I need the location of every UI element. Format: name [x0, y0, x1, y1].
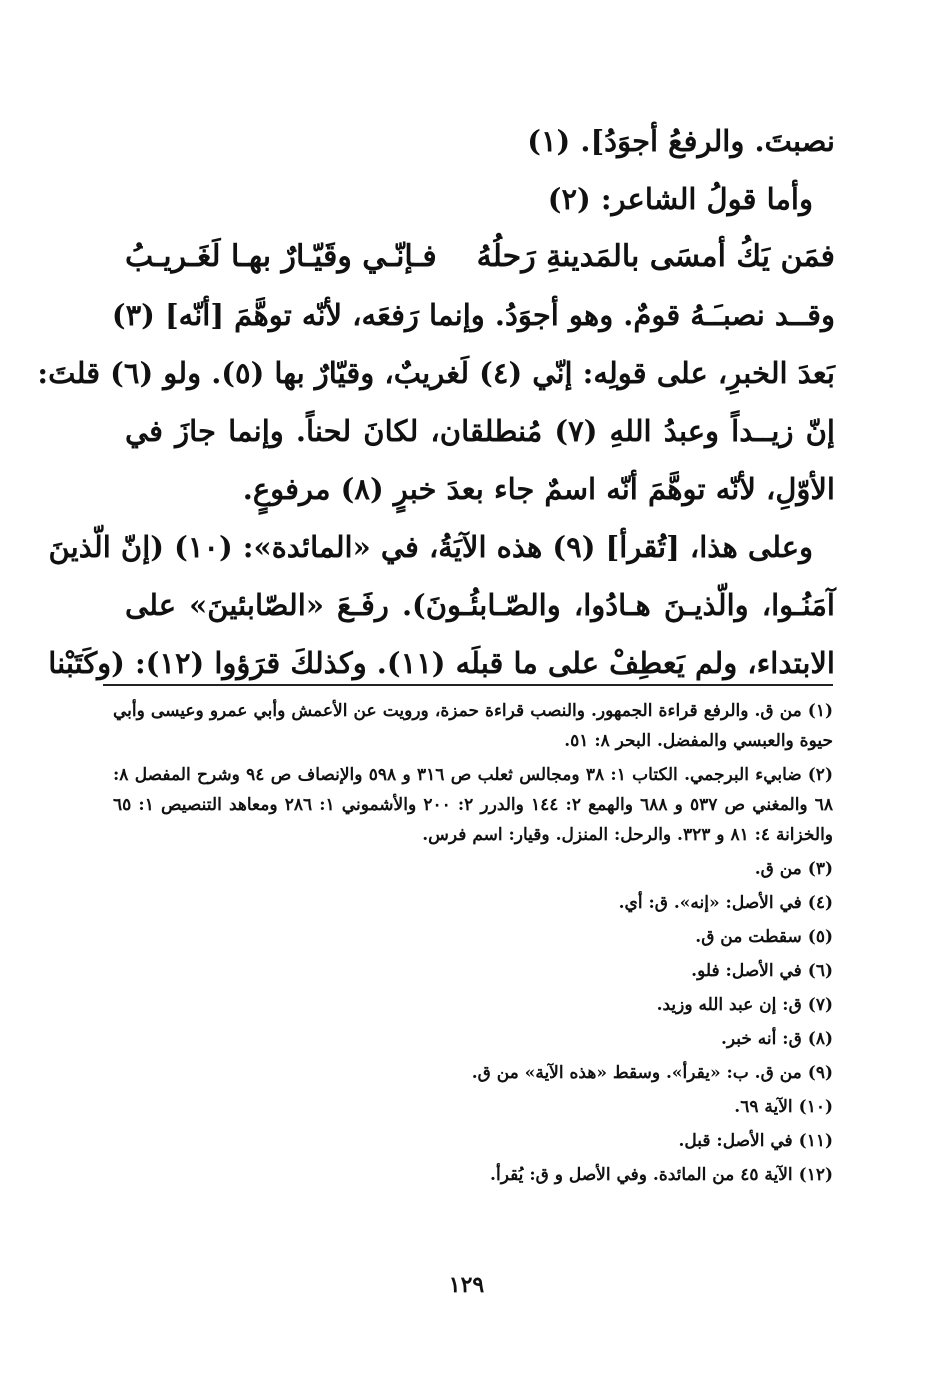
footnote-number: (٤) — [807, 893, 833, 913]
footnote-number: (١٢) — [798, 1165, 833, 1185]
footnote-12 — [113, 1160, 833, 1190]
footnote-text: من ق. والرفع قراءة الجمهور. والنصب قراءة حمزة، ورويت عن الأعمش وأبي عمرو وعيسى وأبي حيوة والعبسي والمفضل. البحر ٨: ٥١. — [113, 701, 833, 751]
footnote-text: الآية ٤٥ من المائدة. وفي الأصل و ق: يُقرأ. — [490, 1165, 793, 1185]
page-number: ١٢٩ — [448, 1272, 485, 1298]
verse-first-hemistich: فمَن يَكُ أمسَى بالمَدينةِ رَحلُهُ — [476, 239, 835, 274]
footnote-number: (٩) — [807, 1063, 833, 1083]
text-line-4: بَعدَ الخبرِ، على قولِه: إنّي (٤) لَغريبٌ، وقيّارٌ بها (٥). ولو (٦) قلتَ: — [37, 356, 835, 390]
footnote-text: الآية ٦٩. — [734, 1097, 793, 1117]
footnote-text: ق: أنه خبر. — [720, 1029, 802, 1049]
footnote-text: ق: إن عبد الله وزيد. — [656, 995, 802, 1015]
text-line-6: الأوّلِ، لأنّه توهَّمَ أنّه اسمٌ جاء بعدَ خبرٍ (٨) مرفوعٍ. — [242, 472, 835, 506]
footnote-text: في الأصل: «إنه». ق: أي. — [618, 893, 802, 913]
text-line-3: وقــد نصبـَـهُ قومٌ. وهو أجوَدُ. وإنما رَفعَه، لأنّه توهَّمَ [أنّه] (٣) — [111, 298, 835, 332]
footnote-5 — [113, 922, 833, 952]
footnote-8 — [113, 1024, 833, 1054]
footnote-3 — [113, 854, 833, 884]
footnote-2 — [113, 760, 833, 850]
footnote-10 — [113, 1092, 833, 1122]
text-line-8: آمَنُـوا، والّذيـنَ هـادُوا، والصّـابئُـونَ). رفَـعَ «الصّابئينَ» على — [125, 588, 835, 622]
poetry-verse — [125, 228, 835, 286]
text-line-2: وأما قولُ الشاعر: (٢) — [547, 182, 813, 216]
footnote-1 — [113, 696, 833, 756]
footnote-9 — [113, 1058, 833, 1088]
footnote-divider — [103, 684, 833, 686]
footnote-number: (١١) — [798, 1131, 833, 1151]
footnote-number: (١) — [807, 701, 833, 721]
footnote-number: (٥) — [807, 927, 833, 947]
text-line-1: نصبتَ. والرفعُ أجوَدُ]. (١) — [527, 124, 835, 158]
footnote-4 — [113, 888, 833, 918]
footnote-number: (٨) — [807, 1029, 833, 1049]
footnote-text: من ق. ب: «يقرأ». وسقط «هذه الآية» من ق. — [471, 1063, 802, 1083]
footnote-number: (٧) — [807, 995, 833, 1015]
text-line-5: إنّ زيــداً وعبدُ اللهِ (٧) مُنطلقان، لكانَ لحناً. وإنما جازَ في — [125, 414, 835, 448]
footnote-number: (٦) — [807, 961, 833, 981]
footnote-7 — [113, 990, 833, 1020]
footnotes — [113, 696, 833, 1194]
footnote-number: (١٠) — [798, 1097, 833, 1117]
footnote-text: في الأصل: قبل. — [678, 1131, 793, 1151]
footnote-text: سقطت من ق. — [695, 927, 802, 947]
footnote-text: في الأصل: فلو. — [691, 961, 802, 981]
footnote-text: من ق. — [754, 859, 802, 879]
footnote-text: ضابيء البرجمي. الكتاب ١: ٣٨ ومجالس ثعلب ص ٣١٦ و ٥٩٨ والإنصاف ص ٩٤ وشرح المفصل ٨: ٦٨ والمغني ص ٥٣٧ و ٦٨٨ والهمع ٢: ١٤٤ والدرر ٢: ٢٠٠ والأشموني ١: ٢٨٦ ومعاهد التنصيص ١: ٦٥ والخزانة ٤: ٨١ و ٣٢٣. والرحل: المنزل. وقيار: اسم فرس. — [113, 765, 834, 845]
footnote-number: (٣) — [807, 859, 833, 879]
verse-second-hemistich: فـإنّـي وقَيّـارٌ بهـا لَغَـريـبُ — [125, 239, 437, 274]
footnote-number: (٢) — [807, 765, 833, 785]
main-text — [37, 112, 835, 692]
text-line-9: الابتداء، ولم يَعطِفْ على ما قبلَه (١١). وكذلكَ قرَؤوا (١٢): (وكَتَبْنا — [48, 646, 835, 680]
footnote-6 — [113, 956, 833, 986]
footnote-11 — [113, 1126, 833, 1156]
text-line-7: وعلى هذا، [تُقرأ] (٩) هذه الآيَةُ، في «المائدة»: (١٠) (إنّ الّذينَ — [48, 530, 813, 564]
